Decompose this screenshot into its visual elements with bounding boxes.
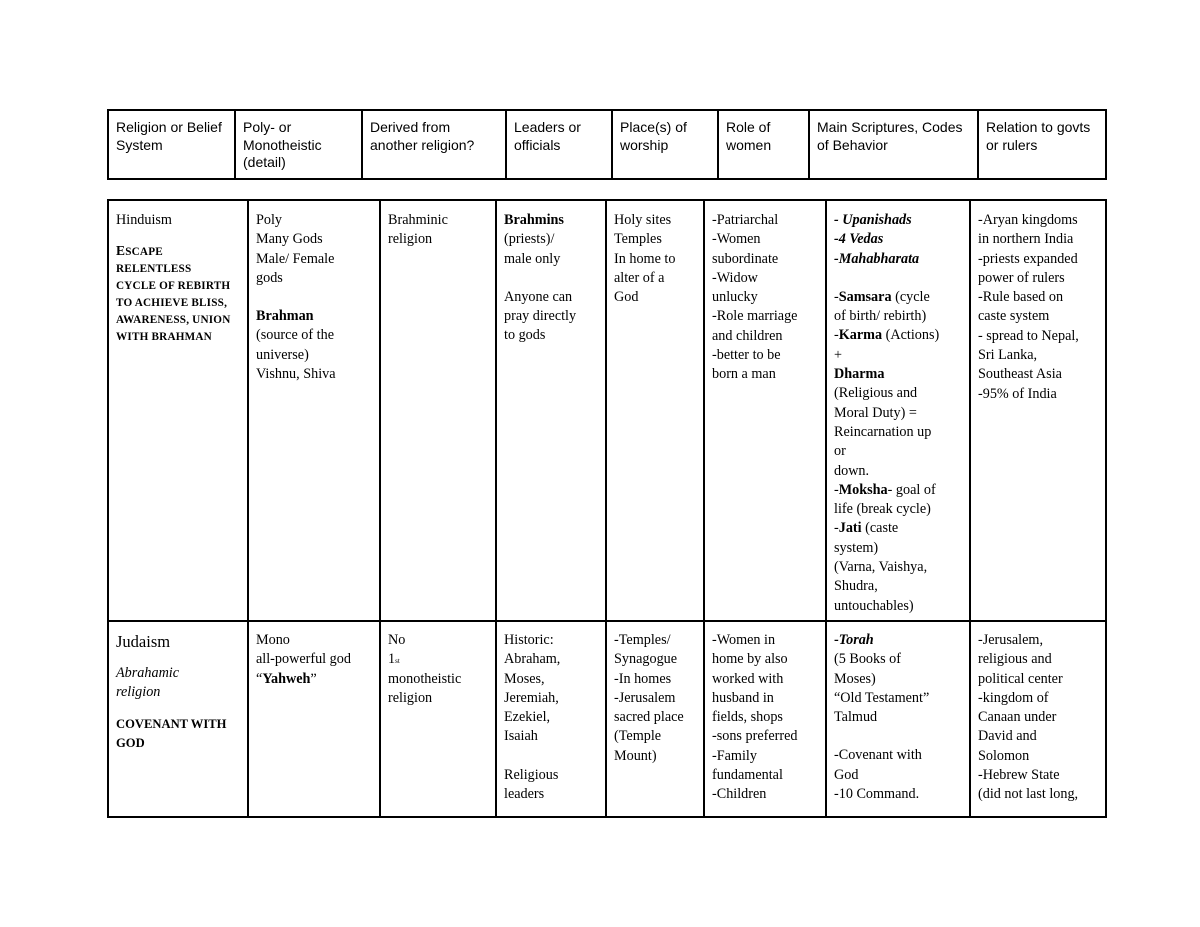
leaders-line: to gods (504, 327, 546, 344)
religion-name: Hinduism (116, 212, 172, 228)
women-line: and children (712, 327, 783, 344)
theism-line: gods (256, 269, 283, 286)
religions-table (107, 199, 1107, 818)
leaders-line: Anyone can (504, 288, 573, 305)
leaders-title: Brahmins (504, 212, 564, 228)
cell-hinduism-derived (380, 200, 496, 621)
cell-hinduism-theism (248, 200, 380, 621)
govts-line: political center (978, 670, 1063, 687)
cell-judaism-derived (380, 621, 496, 817)
places-line: Mount) (614, 747, 657, 764)
moksha-desc: - goal of (887, 481, 936, 498)
karma-desc: (Actions) (882, 327, 940, 344)
spacer (116, 230, 240, 242)
govts-line: (did not last long, (978, 786, 1079, 803)
cell-hinduism-govts (970, 200, 1106, 621)
scripture-line: down. (834, 462, 870, 479)
scripture-line: God (834, 766, 859, 783)
govts-line: -Hebrew State (978, 767, 1060, 784)
women-line: -Family (712, 747, 757, 764)
govts-line: Solomon (978, 747, 1030, 764)
religion-goal (116, 242, 240, 261)
places-line: -Temples/ (614, 632, 671, 648)
scripture-title: - Upanishads (834, 212, 912, 228)
samsara-term: Samsara (838, 288, 892, 305)
karma-term: Karma (838, 327, 883, 344)
cell-judaism-name (108, 621, 248, 817)
places-line: In home to (614, 250, 676, 267)
derived-line: monotheistic (388, 670, 462, 687)
header-leaders: Leaders or officials (506, 110, 612, 179)
women-line: worked with (712, 670, 784, 687)
cell-hinduism-places (606, 200, 704, 621)
header-scriptures: Main Scriptures, Codes of Behavior (809, 110, 978, 179)
scripture-line: “Old Testament” (834, 689, 930, 706)
leaders-line: Moses, (504, 670, 545, 687)
govts-line: in northern India (978, 231, 1074, 248)
religion-goal: COVENANT WITH (116, 716, 227, 731)
leaders-line: Religious (504, 766, 559, 783)
header-women: Role of women (718, 110, 809, 179)
women-line: -Role marriage (712, 308, 798, 325)
leaders-line: Historic: (504, 632, 554, 648)
theism-line: Male/ Female (256, 250, 335, 267)
women-line: born a man (712, 366, 776, 383)
cell-judaism-places (606, 621, 704, 817)
ordinal-suffix: st (395, 657, 400, 666)
god-name: Yahweh (262, 670, 311, 687)
torah-line (834, 631, 962, 650)
jati-desc: (caste (861, 520, 899, 537)
govts-line: -Rule based on (978, 289, 1064, 306)
govts-line: -kingdom of (978, 689, 1049, 706)
samsara-line: -Samsara (cycle (834, 288, 930, 305)
places-line: God (614, 289, 639, 306)
scripture-line: -Covenant with (834, 747, 922, 764)
scripture-line: untouchables) (834, 597, 914, 614)
women-line: -Patriarchal (712, 212, 779, 228)
derived-line: No (388, 632, 406, 648)
women-line: -Women in (712, 632, 776, 648)
women-line: husband in (712, 689, 774, 706)
goal-initial: E (116, 243, 126, 259)
leaders-line: leaders (504, 786, 545, 803)
moksha-line: -Moksha- goal of (834, 481, 936, 498)
scripture-line: (5 Books of (834, 651, 901, 668)
govts-line: religious and (978, 651, 1052, 668)
scripture-line: (Varna, Vaishya, (834, 559, 928, 576)
scripture-line: life (break cycle) (834, 501, 931, 518)
jati-line: -Jati (caste (834, 520, 899, 537)
cell-judaism-theism (248, 621, 380, 817)
cell-judaism-govts (970, 621, 1106, 817)
header-theism: Poly- or Monotheistic (detail) (235, 110, 362, 179)
brahman-term: Brahman (256, 308, 314, 325)
women-line: -sons preferred (712, 728, 798, 745)
govts-line: -95% of India (978, 385, 1057, 402)
religion-name: Judaism (116, 632, 171, 651)
govts-line: Sri Lanka, (978, 347, 1038, 364)
leaders-line: Jeremiah, (504, 689, 559, 706)
cell-judaism-leaders (496, 621, 606, 817)
derived-line: religion (388, 689, 433, 706)
goal-line: WITH BRAHMAN (116, 331, 212, 344)
religion-tag: religion (116, 684, 161, 701)
scripture-title: -4 Vedas (834, 231, 884, 248)
cell-hinduism-leaders (496, 200, 606, 621)
quote-mark: ” (310, 670, 317, 687)
spacer (504, 269, 598, 288)
women-line: -Children (712, 786, 767, 803)
header-places: Place(s) of worship (612, 110, 718, 179)
govts-line: caste system (978, 308, 1050, 325)
govts-line: -priests expanded (978, 250, 1078, 267)
women-line: fundamental (712, 767, 783, 784)
scripture-line: Shudra, (834, 578, 878, 595)
goal-line: CYCLE OF REBIRTH (116, 280, 231, 293)
theism-line: universe) (256, 346, 309, 363)
religion-tag: Abrahamic (116, 665, 180, 681)
women-line: -better to be (712, 347, 781, 364)
govts-line: Southeast Asia (978, 366, 1062, 383)
header-table (107, 109, 1107, 180)
header-row (108, 110, 1106, 179)
scripture-line: Moses) (834, 670, 876, 687)
govts-line: Canaan under (978, 709, 1057, 726)
goal-line: AWARENESS, UNION (116, 314, 231, 327)
theism-line: Vishnu, Shiva (256, 366, 336, 383)
women-line: home by also (712, 651, 788, 668)
leaders-line: (priests)/ (504, 231, 555, 248)
theism-line: Many Gods (256, 231, 323, 248)
govts-line: David and (978, 728, 1037, 745)
header-derived: Derived from another religion? (362, 110, 506, 179)
spacer (504, 747, 598, 766)
spacer (256, 288, 372, 307)
leaders-line: Abraham, (504, 651, 561, 668)
leaders-line: male only (504, 250, 561, 267)
places-line: Temples (614, 231, 662, 248)
leaders-line: Isaiah (504, 728, 538, 745)
cell-hinduism-women (704, 200, 826, 621)
women-line: -Women (712, 231, 761, 248)
scripture-line: (Religious and (834, 385, 918, 402)
theism-line: Mono (256, 632, 290, 648)
derived-line: Brahminic (388, 212, 448, 228)
derived-line: religion (388, 231, 433, 248)
samsara-desc: (cycle (891, 288, 930, 305)
cell-hinduism-scriptures (826, 200, 970, 621)
places-line: Holy sites (614, 212, 672, 228)
scripture-line: Talmud (834, 709, 878, 726)
header-religion: Religion or Belief System (108, 110, 235, 179)
goal-line: TO ACHIEVE BLISS, (116, 297, 228, 310)
moksha-term: Moksha (838, 481, 888, 498)
karma-line: -Karma (Actions) (834, 327, 940, 344)
cell-judaism-scriptures (826, 621, 970, 817)
spacer (834, 269, 962, 288)
govts-line: -Jerusalem, (978, 632, 1044, 648)
table-row-judaism (108, 621, 1106, 817)
goal-line: RELENTLESS (116, 263, 192, 276)
women-line: subordinate (712, 250, 779, 267)
govts-line: -Aryan kingdoms (978, 212, 1078, 228)
scripture-line: or (834, 443, 846, 460)
scripture-line: of birth/ rebirth) (834, 308, 927, 325)
torah-prefix: - (834, 632, 839, 648)
leaders-line: pray directly (504, 308, 577, 325)
places-line: Synagogue (614, 651, 678, 668)
spacer (116, 703, 240, 715)
women-line: -Widow (712, 269, 758, 286)
places-line: alter of a (614, 269, 665, 286)
header-govts: Relation to govts or rulers (978, 110, 1106, 179)
scripture-line: + (834, 346, 843, 363)
women-line: fields, shops (712, 709, 783, 726)
jati-term: Jati (838, 520, 862, 537)
derived-first: 1 (388, 651, 396, 668)
govts-line: power of rulers (978, 269, 1065, 286)
religion-goal: GOD (116, 735, 145, 750)
places-line: (Temple (614, 728, 662, 745)
cell-hinduism-name (108, 200, 248, 621)
spacer (834, 727, 962, 746)
scripture-line: Moral Duty) = (834, 404, 917, 421)
dharma-term: Dharma (834, 366, 885, 383)
scripture-line: Reincarnation up (834, 423, 932, 440)
cell-judaism-women (704, 621, 826, 817)
quote-mark: “ (256, 670, 263, 687)
god-name-line (256, 670, 372, 689)
torah-term: Torah (838, 632, 874, 648)
places-line: sacred place (614, 709, 684, 726)
places-line: -Jerusalem (614, 689, 676, 706)
leaders-line: Ezekiel, (504, 709, 551, 726)
women-line: unlucky (712, 289, 758, 306)
scripture-title: -Mahabharata (834, 250, 920, 267)
places-line: -In homes (614, 670, 672, 687)
goal-initial-rest: SCAPE (125, 246, 163, 259)
derived-first-line (388, 650, 488, 669)
table-row-hinduism (108, 200, 1106, 621)
theism-line: (source of the (256, 327, 334, 344)
theism-line: all-powerful god (256, 651, 351, 668)
scripture-line: -10 Command. (834, 786, 920, 803)
govts-line: - spread to Nepal, (978, 327, 1079, 344)
theism-line: Poly (256, 212, 283, 228)
scripture-line: system) (834, 539, 879, 556)
spacer (116, 652, 240, 664)
